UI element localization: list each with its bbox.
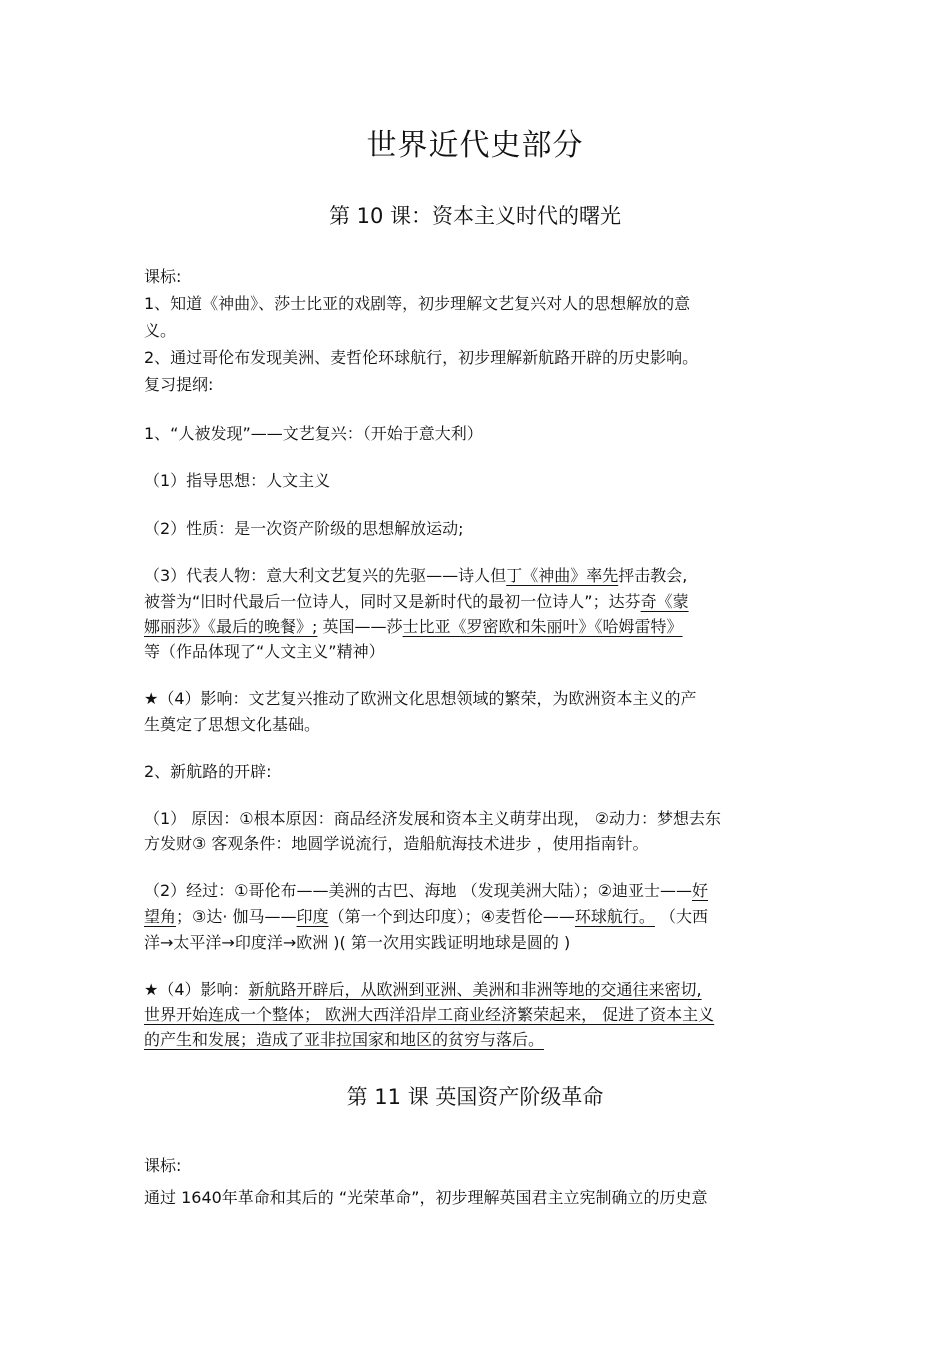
underlined-text: 新航路开辟后，从欧洲到亚洲、美洲和非洲等地的交通往来密切, [248,980,702,999]
section-2-point-4-line-1 [144,977,814,1002]
section-2-point-1-line-2: 方发财③ 客观条件：地圆学说流行，造船航海技术进步 ，使用指南针。 [144,834,649,853]
underlined-text: 丁《神曲》率先 [506,566,619,585]
text-run: 英国——莎 [322,617,403,636]
lesson-11-heading: 第 11 课 英国资产阶级革命 [346,1085,604,1109]
underlined-text: 望角 [144,907,177,926]
text-run: 抨击教会, [618,566,688,585]
text-run: （第一个到达印度）；④麦哲伦—— [328,907,575,926]
section-1-point-4-line-2: 生奠定了思想文化基础。 [144,715,321,734]
text-run: ★（4）影响： [144,980,249,999]
standard-item-2: 2、通过哥伦布发现美洲、麦哲伦环球航行，初步理解新航路开辟的历史影响。 [144,348,699,367]
text-run: 被誉为“旧时代最后一位诗人，同时又是新时代的最初一位诗人”；达芬 [144,592,641,611]
section-1-point-1: （1）指导思想：人文主义 [144,471,331,490]
section-2-title: 2、新航路的开辟: [144,762,272,781]
section-1-title: 1、“人被发现”——文艺复兴：（开始于意大利） [144,424,483,443]
lesson-11-standard: 通过 1640年革命和其后的 “光荣革命”，初步理解英国君主立宪制确立的历史意 [144,1188,708,1207]
page-title: 世界近代史部分 [366,128,584,163]
underlined-text: 好 [691,881,708,900]
section-2-point-1-line-1: （1） 原因：①根本原因：商品经济发展和资本主义萌芽出现， ②动力：梦想去东 [144,809,722,828]
section-1-point-3-line-3 [144,614,814,639]
underlined-text: 环球航行。 [574,907,655,926]
section-1-point-4-line-1: ★（4）影响：文艺复兴推动了欧洲文化思想领域的繁荣，为欧洲资本主义的产 [144,689,697,708]
text-run: （2）经过：①哥伦布——美洲的古巴、海地 （发现美洲大陆）；②迪亚士—— [144,881,692,900]
underlined-text: 奇《蒙 [640,592,689,611]
section-1-point-3-line-1 [144,563,814,588]
standard-label: 课标: [144,267,182,286]
standard-item-1: 1、知道《神曲》、莎士比亚的戏剧等，初步理解文艺复兴对人的思想解放的意 [144,294,691,313]
section-2-point-2-line-1 [144,878,814,903]
text-run: （3）代表人物：意大利文艺复兴的先驱——诗人但 [144,566,507,585]
section-1-point-3-line-2 [144,589,814,614]
section-2-point-2-line-3: 洋→太平洋→印度洋→欧洲 )( 第一次用实践证明地球是圆的 ) [144,933,571,952]
text-run: （大西 [660,907,709,926]
lesson-10-heading: 第 10 课：资本主义时代的曙光 [328,204,622,228]
section-2-point-2-line-2 [144,904,814,929]
outline-label: 复习提纲: [144,375,214,394]
section-1-point-2: （2）性质：是一次资产阶级的思想解放运动; [144,519,464,538]
standard-item-1-cont: 义。 [144,321,177,340]
text-run: ；③达· 伽马—— [176,907,297,926]
section-2-point-4-line-3: 的产生和发展；造成了亚非拉国家和地区的贫穷与落后。 [144,1030,545,1049]
underlined-text: 印度 [296,907,329,926]
section-1-point-3-line-4: 等（作品体现了“人文主义”精神） [144,642,385,661]
underlined-text: 娜丽莎》《最后的晚餐》; [144,617,318,636]
section-2-point-4-line-2: 世界开始连成一个整体； 欧洲大西洋沿岸工商业经济繁荣起来， 促进了资本主义 [144,1005,715,1024]
underlined-text: 士比亚《罗密欧和朱丽叶》《哈姆雷特》 [402,617,683,636]
lesson-11-standard-label: 课标: [144,1156,182,1175]
